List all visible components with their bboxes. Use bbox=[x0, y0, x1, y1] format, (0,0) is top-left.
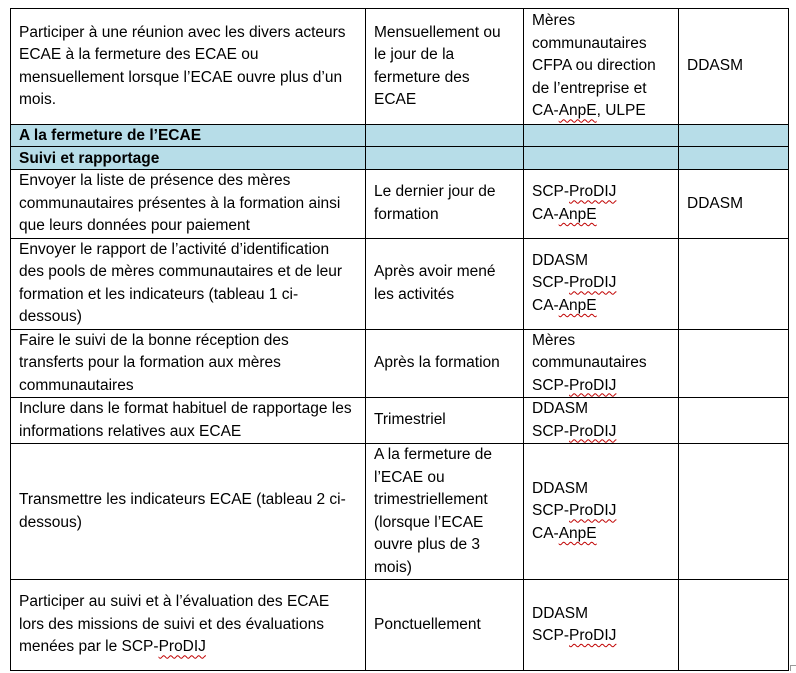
timing-cell: Après la formation bbox=[366, 329, 524, 398]
spellcheck-mark: ProDIJ bbox=[569, 183, 617, 201]
section-title: A la fermeture de l’ECAE bbox=[11, 125, 366, 147]
section-title: Suivi et rapportage bbox=[11, 147, 366, 170]
actors-cell bbox=[524, 329, 679, 398]
table-row bbox=[11, 9, 789, 125]
spellcheck-mark: AnpE bbox=[558, 205, 597, 223]
spellcheck-mark: AnpE bbox=[558, 296, 597, 314]
timing-cell: Trimestriel bbox=[366, 398, 524, 444]
partner-cell bbox=[679, 329, 789, 398]
table-row bbox=[11, 580, 789, 671]
table-row bbox=[11, 238, 789, 329]
task-cell: Envoyer le rapport de l’activité d’identification des pools de mères communautaires et de leur formation et les indicateurs (tableau 1 ci-dessous) bbox=[11, 238, 366, 329]
partner-cell bbox=[679, 238, 789, 329]
table-row bbox=[11, 170, 789, 239]
actor-line: SCP-ProDIJ bbox=[532, 627, 617, 644]
spellcheck-mark: ProDIJ bbox=[158, 638, 206, 656]
task-cell: Participer au suivi et à l’évaluation des ECAE lors des missions de suivi et des évaluations menées par le SCP-ProDIJ bbox=[11, 580, 366, 671]
table-row bbox=[11, 329, 789, 398]
timing-cell: A la fermeture de l’ECAE ou trimestriellement (lorsque l’ECAE ouvre plus de 3 mois) bbox=[366, 444, 524, 580]
timing-cell: Mensuellement ou le jour de la fermeture des ECAE bbox=[366, 9, 524, 125]
section-empty-cell bbox=[679, 125, 789, 147]
actor-line: SCP-ProDIJ bbox=[532, 274, 617, 292]
page-corner-mark bbox=[790, 665, 796, 671]
actor-line: DDASM bbox=[532, 251, 588, 269]
timing-cell: Ponctuellement bbox=[366, 580, 524, 671]
actor-line: SCP-ProDIJ bbox=[532, 376, 617, 394]
section-empty-cell bbox=[524, 147, 679, 170]
table-row bbox=[11, 398, 789, 444]
actor-line: CA-AnpE, ULPE bbox=[532, 102, 646, 120]
section-empty-cell bbox=[366, 147, 524, 170]
section-empty-cell bbox=[679, 147, 789, 170]
spellcheck-mark: AnpE bbox=[558, 102, 597, 120]
actors-cell bbox=[524, 9, 679, 125]
responsibilities-table bbox=[10, 8, 789, 671]
task-cell: Inclure dans le format habituel de rapportage les informations relatives aux ECAE bbox=[11, 398, 366, 444]
section-header-row bbox=[11, 125, 789, 147]
timing-cell: Le dernier jour de formation bbox=[366, 170, 524, 239]
actor-line: Mères communautaires bbox=[532, 331, 647, 371]
section-header-row bbox=[11, 147, 789, 170]
partner-cell bbox=[679, 398, 789, 444]
table-body bbox=[11, 9, 789, 671]
actors-cell bbox=[524, 170, 679, 239]
actor-line: CFPA ou direction de l’entreprise et bbox=[532, 57, 656, 97]
actor-line: CA-AnpE bbox=[532, 524, 597, 542]
actor-line: Mères communautaires bbox=[532, 12, 647, 52]
actor-line: CA-AnpE bbox=[532, 296, 597, 314]
spellcheck-mark: ProDIJ bbox=[569, 376, 617, 394]
partner-cell bbox=[679, 580, 789, 671]
spellcheck-mark: ProDIJ bbox=[569, 502, 617, 520]
spellcheck-mark: ProDIJ bbox=[569, 422, 617, 440]
actor-line: DDASM bbox=[532, 400, 588, 417]
partner-cell: DDASM bbox=[679, 9, 789, 125]
spellcheck-mark: AnpE bbox=[558, 524, 597, 542]
section-empty-cell bbox=[524, 125, 679, 147]
task-cell: Transmettre les indicateurs ECAE (tableau 2 ci-dessous) bbox=[11, 444, 366, 580]
task-cell: Faire le suivi de la bonne réception des transferts pour la formation aux mères communautaires bbox=[11, 329, 366, 398]
actors-cell bbox=[524, 238, 679, 329]
timing-cell: Après avoir mené les activités bbox=[366, 238, 524, 329]
table-row bbox=[11, 444, 789, 580]
spellcheck-mark: ProDIJ bbox=[569, 274, 617, 292]
actor-line: DDASM bbox=[532, 604, 588, 622]
partner-cell: DDASM bbox=[679, 170, 789, 239]
task-cell: Participer à une réunion avec les divers acteurs ECAE à la fermeture des ECAE ou mensuellement lorsque l’ECAE ouvre plus d’un mois. bbox=[11, 9, 366, 125]
actors-cell bbox=[524, 580, 679, 671]
spellcheck-mark: ProDIJ bbox=[569, 627, 617, 644]
actors-cell bbox=[524, 398, 679, 444]
section-empty-cell bbox=[366, 125, 524, 147]
partner-cell bbox=[679, 444, 789, 580]
actor-line: SCP-ProDIJ bbox=[532, 502, 617, 520]
task-cell: Envoyer la liste de présence des mères communautaires présentes à la formation ainsi que leurs données pour paiement bbox=[11, 170, 366, 239]
actors-cell bbox=[524, 444, 679, 580]
actor-line: CA-AnpE bbox=[532, 205, 597, 223]
actor-line: DDASM bbox=[532, 479, 588, 497]
actor-line: SCP-ProDIJ bbox=[532, 422, 617, 440]
actor-line: SCP-ProDIJ bbox=[532, 183, 617, 201]
